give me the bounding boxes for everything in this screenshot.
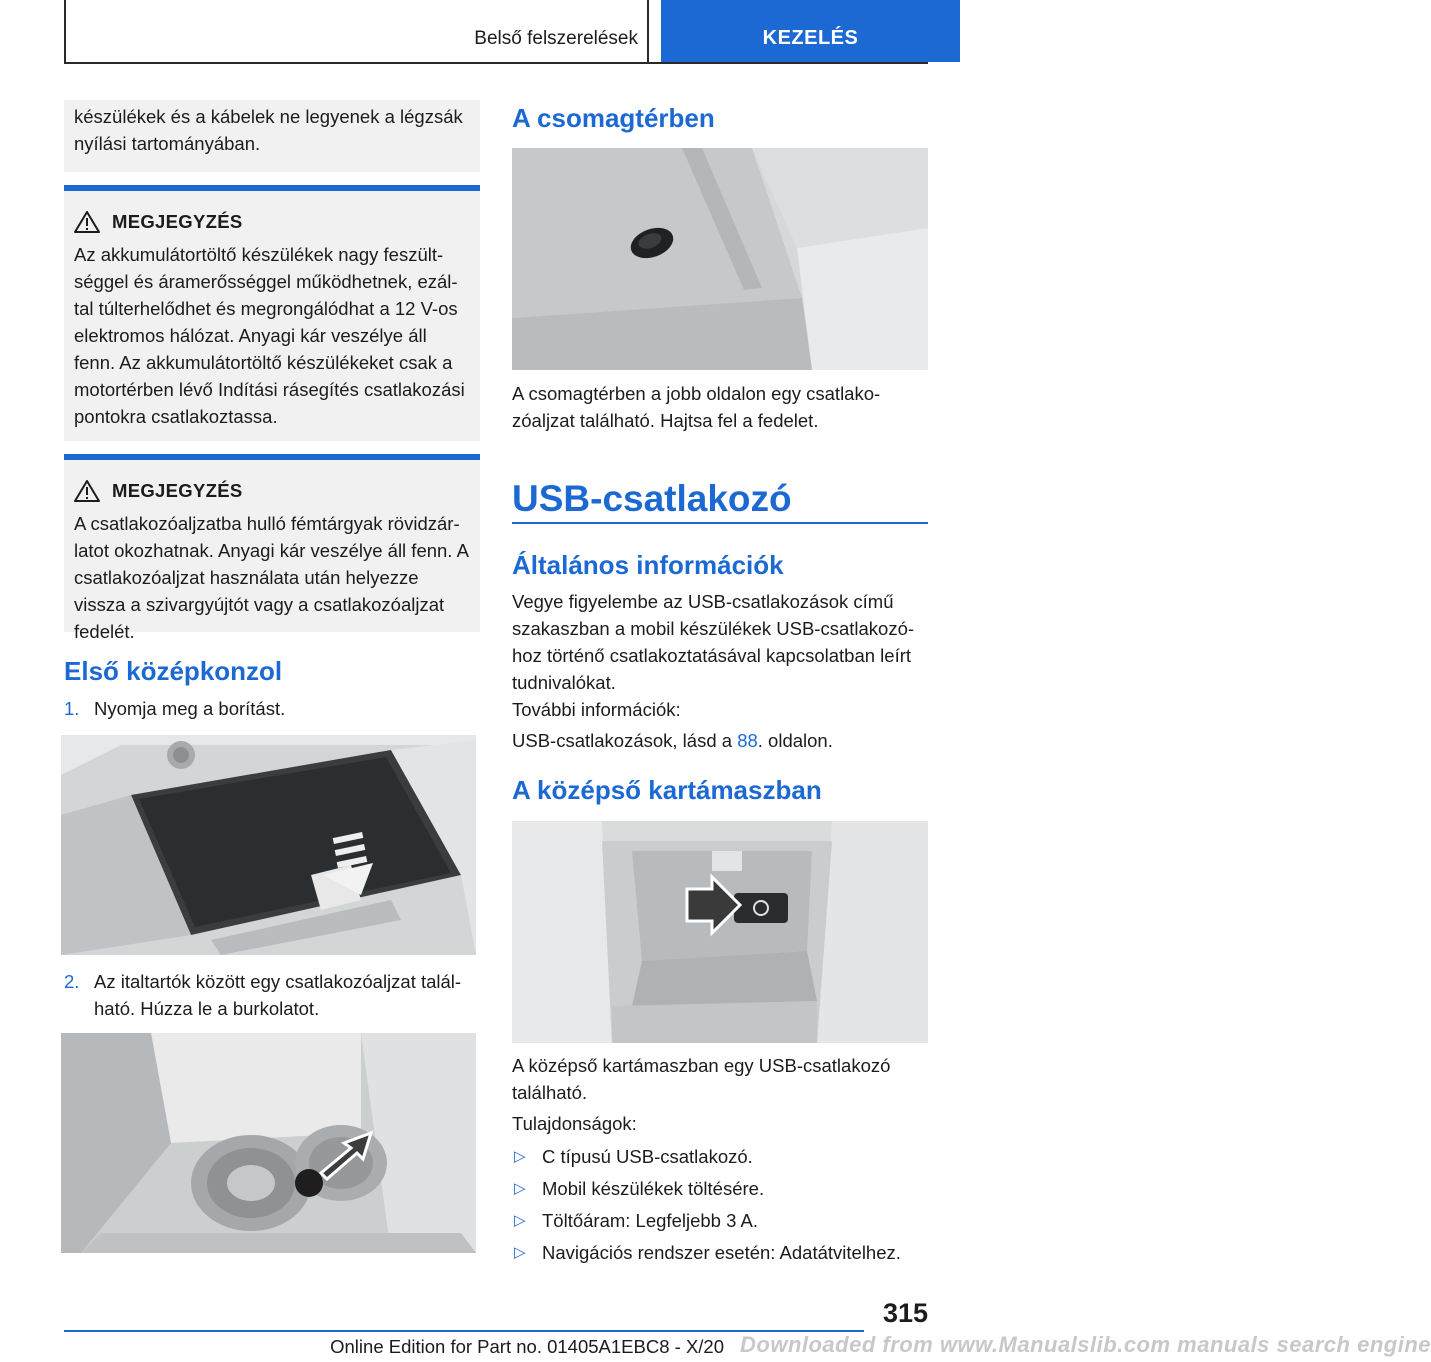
note-accent-bar bbox=[64, 454, 480, 460]
warning-icon bbox=[74, 211, 100, 233]
note-heading bbox=[74, 209, 470, 235]
header-left-rule bbox=[64, 0, 66, 64]
warning-icon bbox=[74, 480, 100, 502]
section-title-armrest: A középső kartámaszban bbox=[512, 775, 822, 805]
note-heading bbox=[74, 478, 470, 504]
note-continuation-text: készülékek és a kábelek ne legyenek a légzsák nyílási tartományában. bbox=[74, 106, 463, 154]
armrest-illustration bbox=[512, 821, 928, 1043]
page-number: 315 bbox=[882, 1298, 928, 1328]
list-item bbox=[512, 1143, 928, 1175]
note-text: Az akkumulátortöltő készülékek nagy feszült-séggel és áramerősséggel működhetnek, ezál-tal túlterhelődhet és megrongálódhat a 12 V-os elektromos hálózat. Anyagi kár veszélye áll fenn. Az akkumulátortöltő készülékeket csak a motortérben lévő Indítási rásegítés csatlakozási pontokra csatlakoztassa. bbox=[74, 244, 465, 427]
figure-trunk-socket bbox=[512, 148, 928, 370]
note-box-charger bbox=[64, 185, 480, 441]
ref-prefix: USB-csatlakozások, lásd a bbox=[512, 730, 738, 751]
section-title-general: Általános információk bbox=[512, 550, 784, 580]
step-number: 2. bbox=[64, 971, 80, 992]
title-rule bbox=[512, 522, 928, 524]
header-separator bbox=[647, 0, 649, 64]
chapter-title-usb: USB-csatlakozó bbox=[512, 478, 792, 519]
figure-front-console bbox=[61, 735, 476, 955]
armrest-caption: A középső kartámaszban egy USB-csatlakozó található. bbox=[512, 1055, 891, 1103]
footer-edition: Online Edition for Part no. 01405A1EBC8 - X/20 bbox=[330, 1336, 724, 1357]
list-item-text: Navigációs rendszer esetén: Adatátvitelhez. bbox=[542, 1242, 901, 1263]
header-rule bbox=[64, 62, 928, 64]
trunk-caption: A csomagtérben a jobb oldalon egy csatlako-zóaljzat található. Hajtsa fel a fedelet. bbox=[512, 383, 881, 431]
general-text: Vegye figyelembe az USB-csatlakozások című szakaszban a mobil készülékek USB-csatlakozó-hoz történő csatlakoztatásával kapcsolatban leírt tudnivalókat. bbox=[512, 591, 915, 693]
list-item-text: C típusú USB-csatlakozó. bbox=[542, 1146, 753, 1167]
properties-list bbox=[512, 1143, 928, 1271]
triangle-bullet-icon: ▷ bbox=[514, 1148, 526, 1165]
cupholder-illustration bbox=[61, 1033, 476, 1253]
list-item-text: Mobil készülékek töltésére. bbox=[542, 1178, 765, 1199]
note-title: MEGJEGYZÉS bbox=[112, 480, 243, 501]
step-item bbox=[64, 968, 480, 1022]
step-text: Az italtartók között egy csatlakozóaljzat talál-ható. Húzza le a burkolatot. bbox=[94, 971, 462, 1019]
figure-cupholders bbox=[61, 1033, 476, 1253]
trunk-illustration bbox=[512, 148, 928, 370]
step-text: Nyomja meg a borítást. bbox=[94, 698, 286, 719]
step-number: 1. bbox=[64, 698, 80, 719]
console-illustration bbox=[61, 735, 476, 955]
section-title-trunk: A csomagtérben bbox=[512, 103, 715, 133]
figure-armrest-usb bbox=[512, 821, 928, 1043]
ref-suffix: . oldalon. bbox=[757, 730, 833, 751]
triangle-bullet-icon: ▷ bbox=[514, 1180, 526, 1197]
list-item bbox=[512, 1207, 928, 1239]
triangle-bullet-icon: ▷ bbox=[514, 1212, 526, 1229]
header-chapter-tab[interactable]: KEZELÉS bbox=[661, 0, 960, 62]
step-item bbox=[64, 695, 480, 722]
note-accent-bar bbox=[64, 185, 480, 191]
triangle-bullet-icon: ▷ bbox=[514, 1244, 526, 1261]
section-title-front-console: Első középkonzol bbox=[64, 656, 283, 686]
note-title: MEGJEGYZÉS bbox=[112, 211, 243, 232]
properties-label: Tulajdonságok: bbox=[512, 1113, 637, 1134]
list-item bbox=[512, 1175, 928, 1207]
watermark: Downloaded from www.Manualslib.com manuals search engine bbox=[740, 1332, 1431, 1357]
note-continuation bbox=[64, 100, 480, 172]
note-box-socket bbox=[64, 454, 480, 642]
note-text: A csatlakozóaljzatba hulló fémtárgyak rövidzár-latot okozhatnak. Anyagi kár veszélye áll fenn. A csatlakozóaljzat használata után helyezze vissza a szivargyújtót vagy a csatlakozóaljzat fedelét. bbox=[74, 513, 468, 642]
header-section-title: Belső felszerelések bbox=[474, 28, 638, 49]
ref-page-link[interactable]: 88 bbox=[737, 730, 758, 751]
cross-reference bbox=[512, 727, 928, 754]
list-item bbox=[512, 1239, 928, 1271]
list-item-text: Töltőáram: Legfeljebb 3 A. bbox=[542, 1210, 758, 1231]
more-info-label: További információk: bbox=[512, 699, 681, 720]
